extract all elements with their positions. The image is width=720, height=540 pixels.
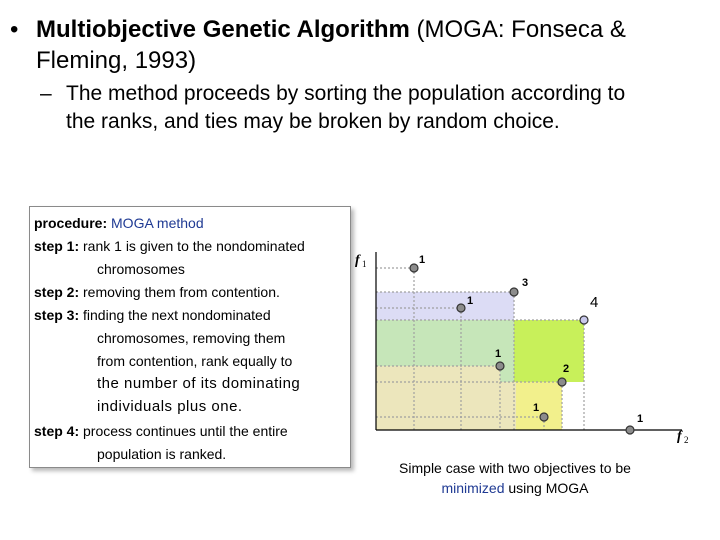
bullet-title-rest: (MOGA: Fonseca &: [409, 16, 626, 43]
procedure-name: MOGA method: [111, 215, 204, 231]
population-point: [540, 413, 548, 421]
y-axis-subscript: 1: [362, 259, 367, 269]
step3-text-e: individuals plus one.: [97, 398, 243, 415]
step2-label: step 2:: [34, 284, 80, 300]
step3-text-b: chromosomes, removing them: [97, 330, 286, 346]
bullet-dot: •: [10, 16, 19, 43]
procedure-header: [34, 213, 204, 233]
x-axis-label: f: [677, 429, 682, 444]
population-point: [496, 362, 504, 370]
region-lime: [514, 320, 584, 382]
step4-label: step 4:: [34, 423, 80, 439]
step3-label: step 3:: [34, 307, 80, 323]
rank-label: 2: [563, 363, 570, 375]
sub-bullet-line2: the ranks, and ties may be broken by random choice.: [66, 110, 560, 133]
step3-line: [34, 305, 271, 325]
population-point: [410, 264, 418, 272]
population-point: [558, 378, 566, 386]
step2-text-a: removing them from contention.: [83, 284, 280, 300]
step4-line: [34, 421, 288, 441]
sub-bullet-dash: –: [40, 82, 52, 105]
sub-bullet-text: [66, 80, 696, 136]
moga-ranking-diagram: [340, 238, 700, 468]
step3-text-c: from contention, rank equally to: [97, 353, 293, 369]
diagram-caption: [375, 458, 655, 498]
step3-text-a: finding the next nondominated: [83, 307, 271, 323]
rank-label: 4: [590, 294, 599, 311]
caption-highlight: minimized: [441, 480, 505, 496]
population-point: [626, 426, 634, 434]
sub-bullet-line1: The method proceeds by sorting the population according to: [66, 82, 626, 105]
region-blue: [376, 292, 514, 320]
step4-text-a: process continues until the entire: [83, 423, 288, 439]
x-axis-subscript: 2: [684, 435, 689, 445]
rank-label: 1: [533, 402, 540, 414]
caption-line1: Simple case with two objectives to be: [399, 460, 631, 476]
region-green-left: [376, 320, 500, 366]
rank-label: 1: [419, 254, 426, 266]
population-point: [457, 304, 465, 312]
rank-label: 1: [467, 295, 474, 307]
rank-label: 1: [637, 413, 644, 425]
bullet-text: [36, 14, 696, 76]
step1-text-a: rank 1 is given to the nondominated: [83, 238, 305, 254]
step1-label: step 1:: [34, 238, 80, 254]
rank-label: 3: [522, 277, 529, 289]
procedure-box: [29, 206, 351, 468]
region-green-mid: [500, 320, 514, 382]
population-point: [510, 288, 518, 296]
bullet-title-bold: Multiobjective Genetic Algorithm: [36, 16, 410, 43]
bullet-title-rest-2: Fleming, 1993): [36, 47, 197, 74]
step1-line: [34, 236, 305, 256]
step4-text-b: population is ranked.: [97, 446, 227, 462]
procedure-label: procedure:: [34, 215, 108, 231]
step2-line: [34, 282, 280, 302]
step1-text-b: chromosomes: [97, 261, 185, 277]
population-point: [580, 316, 588, 324]
rank-label: 1: [495, 348, 502, 360]
region-tan-left: [376, 366, 500, 430]
step3-text-d: the number of its dominating: [97, 375, 301, 392]
dominance-regions: [376, 292, 584, 430]
y-axis-label: f: [355, 253, 360, 268]
caption-line2-rest: using MOGA: [504, 480, 589, 496]
